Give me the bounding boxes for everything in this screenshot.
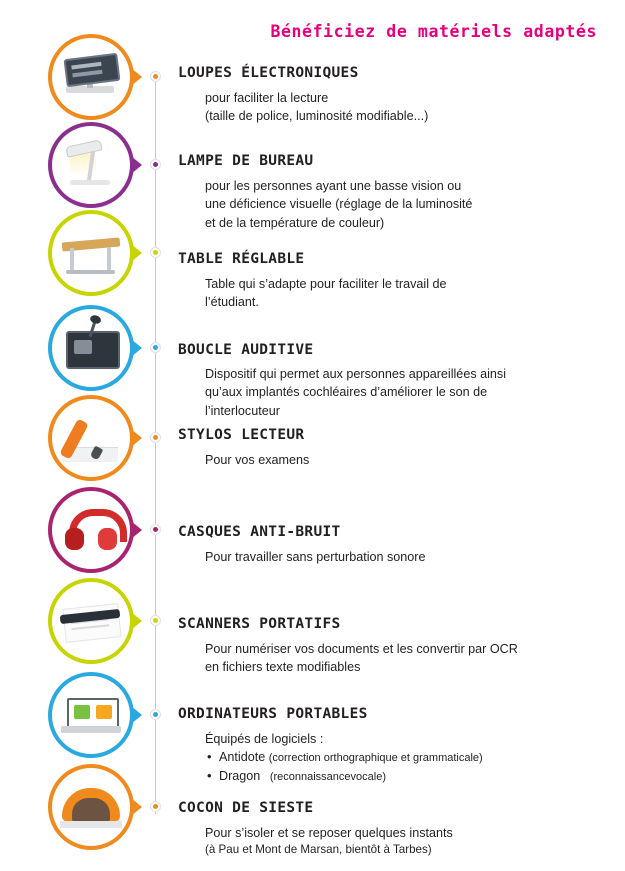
timeline-dot	[150, 432, 161, 443]
item-line: l’étudiant.	[205, 295, 259, 310]
electronic-magnifier-icon	[52, 38, 130, 116]
item-line: en fichiers texte modifiables	[205, 660, 361, 675]
item-heading: LOUPES ÉLECTRONIQUES	[178, 65, 359, 81]
software-list	[205, 748, 605, 786]
item-intro: Équipés de logiciels :	[205, 732, 324, 746]
item-note: (à Pau et Mont de Marsan, bientôt à Tarbes)	[205, 843, 432, 857]
badge-arrow-icon	[131, 429, 142, 447]
badge-arrow-icon	[131, 68, 142, 86]
timeline-dot	[150, 615, 161, 626]
item-body	[205, 730, 605, 786]
item-heading: TABLE RÉGLABLE	[178, 251, 305, 267]
item-line: Pour numériser vos documents et les convertir par OCR	[205, 642, 518, 656]
timeline-dot	[150, 159, 161, 170]
item-line: (taille de police, luminosité modifiable...)	[205, 109, 429, 124]
item-line: l’interlocuteur	[205, 403, 280, 418]
timeline-line	[155, 72, 156, 814]
badge-arrow-icon	[131, 612, 142, 630]
software-note: (correction orthographique et grammaticale)	[268, 752, 483, 765]
timeline-dot	[150, 247, 161, 258]
item-heading: ORDINATEURS PORTABLES	[178, 706, 368, 722]
item-body	[205, 824, 605, 859]
item-icon-badge	[48, 578, 134, 664]
item-line: et de la température de couleur)	[205, 215, 385, 230]
item-line: Pour s’isoler et se reposer quelques instants	[205, 826, 453, 840]
item-icon-badge	[48, 487, 134, 573]
item-line: Table qui s’adapte pour faciliter le travail de	[205, 277, 447, 291]
item-line: Pour vos examens	[205, 453, 310, 467]
badge-arrow-icon	[131, 798, 142, 816]
nap-pod-icon	[52, 768, 130, 846]
item-line: pour faciliter la lecture	[205, 91, 329, 105]
item-body	[205, 89, 605, 126]
item-line: Dispositif qui permet aux personnes appareillées ainsi	[205, 367, 507, 381]
software-note: (reconnaissancevocale)	[269, 771, 386, 784]
item-icon-badge	[48, 210, 134, 296]
item-body	[205, 451, 605, 469]
item-body	[205, 640, 605, 677]
badge-arrow-icon	[131, 521, 142, 539]
item-heading: COCON DE SIESTE	[178, 800, 314, 816]
item-icon-badge	[48, 305, 134, 391]
list-item-software	[205, 748, 605, 767]
portable-scanner-icon	[52, 582, 130, 660]
hearing-loop-icon	[52, 309, 130, 387]
item-body	[205, 177, 605, 232]
timeline-dot	[150, 524, 161, 535]
badge-arrow-icon	[131, 339, 142, 357]
timeline-dot	[150, 709, 161, 720]
item-icon-badge	[48, 122, 134, 208]
item-icon-badge	[48, 34, 134, 120]
item-icon-badge	[48, 672, 134, 758]
timeline-dot	[150, 342, 161, 353]
item-icon-badge	[48, 764, 134, 850]
item-line: une déficience visuelle (réglage de la luminosité	[205, 197, 473, 212]
noise-cancelling-headphones-icon	[52, 491, 130, 569]
item-line: pour les personnes ayant une basse vision ou	[205, 179, 462, 193]
item-body	[205, 275, 605, 312]
timeline-dot	[150, 801, 161, 812]
software-name: Antidote	[219, 750, 266, 765]
adjustable-desk-icon	[52, 214, 130, 292]
badge-arrow-icon	[131, 244, 142, 262]
laptop-icon	[52, 676, 130, 754]
item-heading: LAMPE DE BUREAU	[178, 153, 314, 169]
software-name: Dragon	[219, 769, 261, 784]
item-body	[205, 365, 605, 420]
badge-arrow-icon	[131, 156, 142, 174]
reader-pen-icon	[52, 399, 130, 477]
item-line: qu’aux implantés cochléaires d’améliorer le son de	[205, 385, 488, 400]
item-line: Pour travailler sans perturbation sonore	[205, 550, 426, 564]
list-item-software	[205, 767, 605, 786]
item-heading: STYLOS LECTEUR	[178, 427, 305, 443]
desk-lamp-icon	[52, 126, 130, 204]
timeline-dot	[150, 71, 161, 82]
item-heading: BOUCLE AUDITIVE	[178, 342, 314, 358]
item-heading: CASQUES ANTI-BRUIT	[178, 524, 341, 540]
badge-arrow-icon	[131, 706, 142, 724]
item-icon-badge	[48, 395, 134, 481]
item-body	[205, 548, 605, 566]
page-title: Bénéficiez de matériels adaptés	[270, 22, 597, 41]
item-heading: SCANNERS PORTATIFS	[178, 616, 341, 632]
